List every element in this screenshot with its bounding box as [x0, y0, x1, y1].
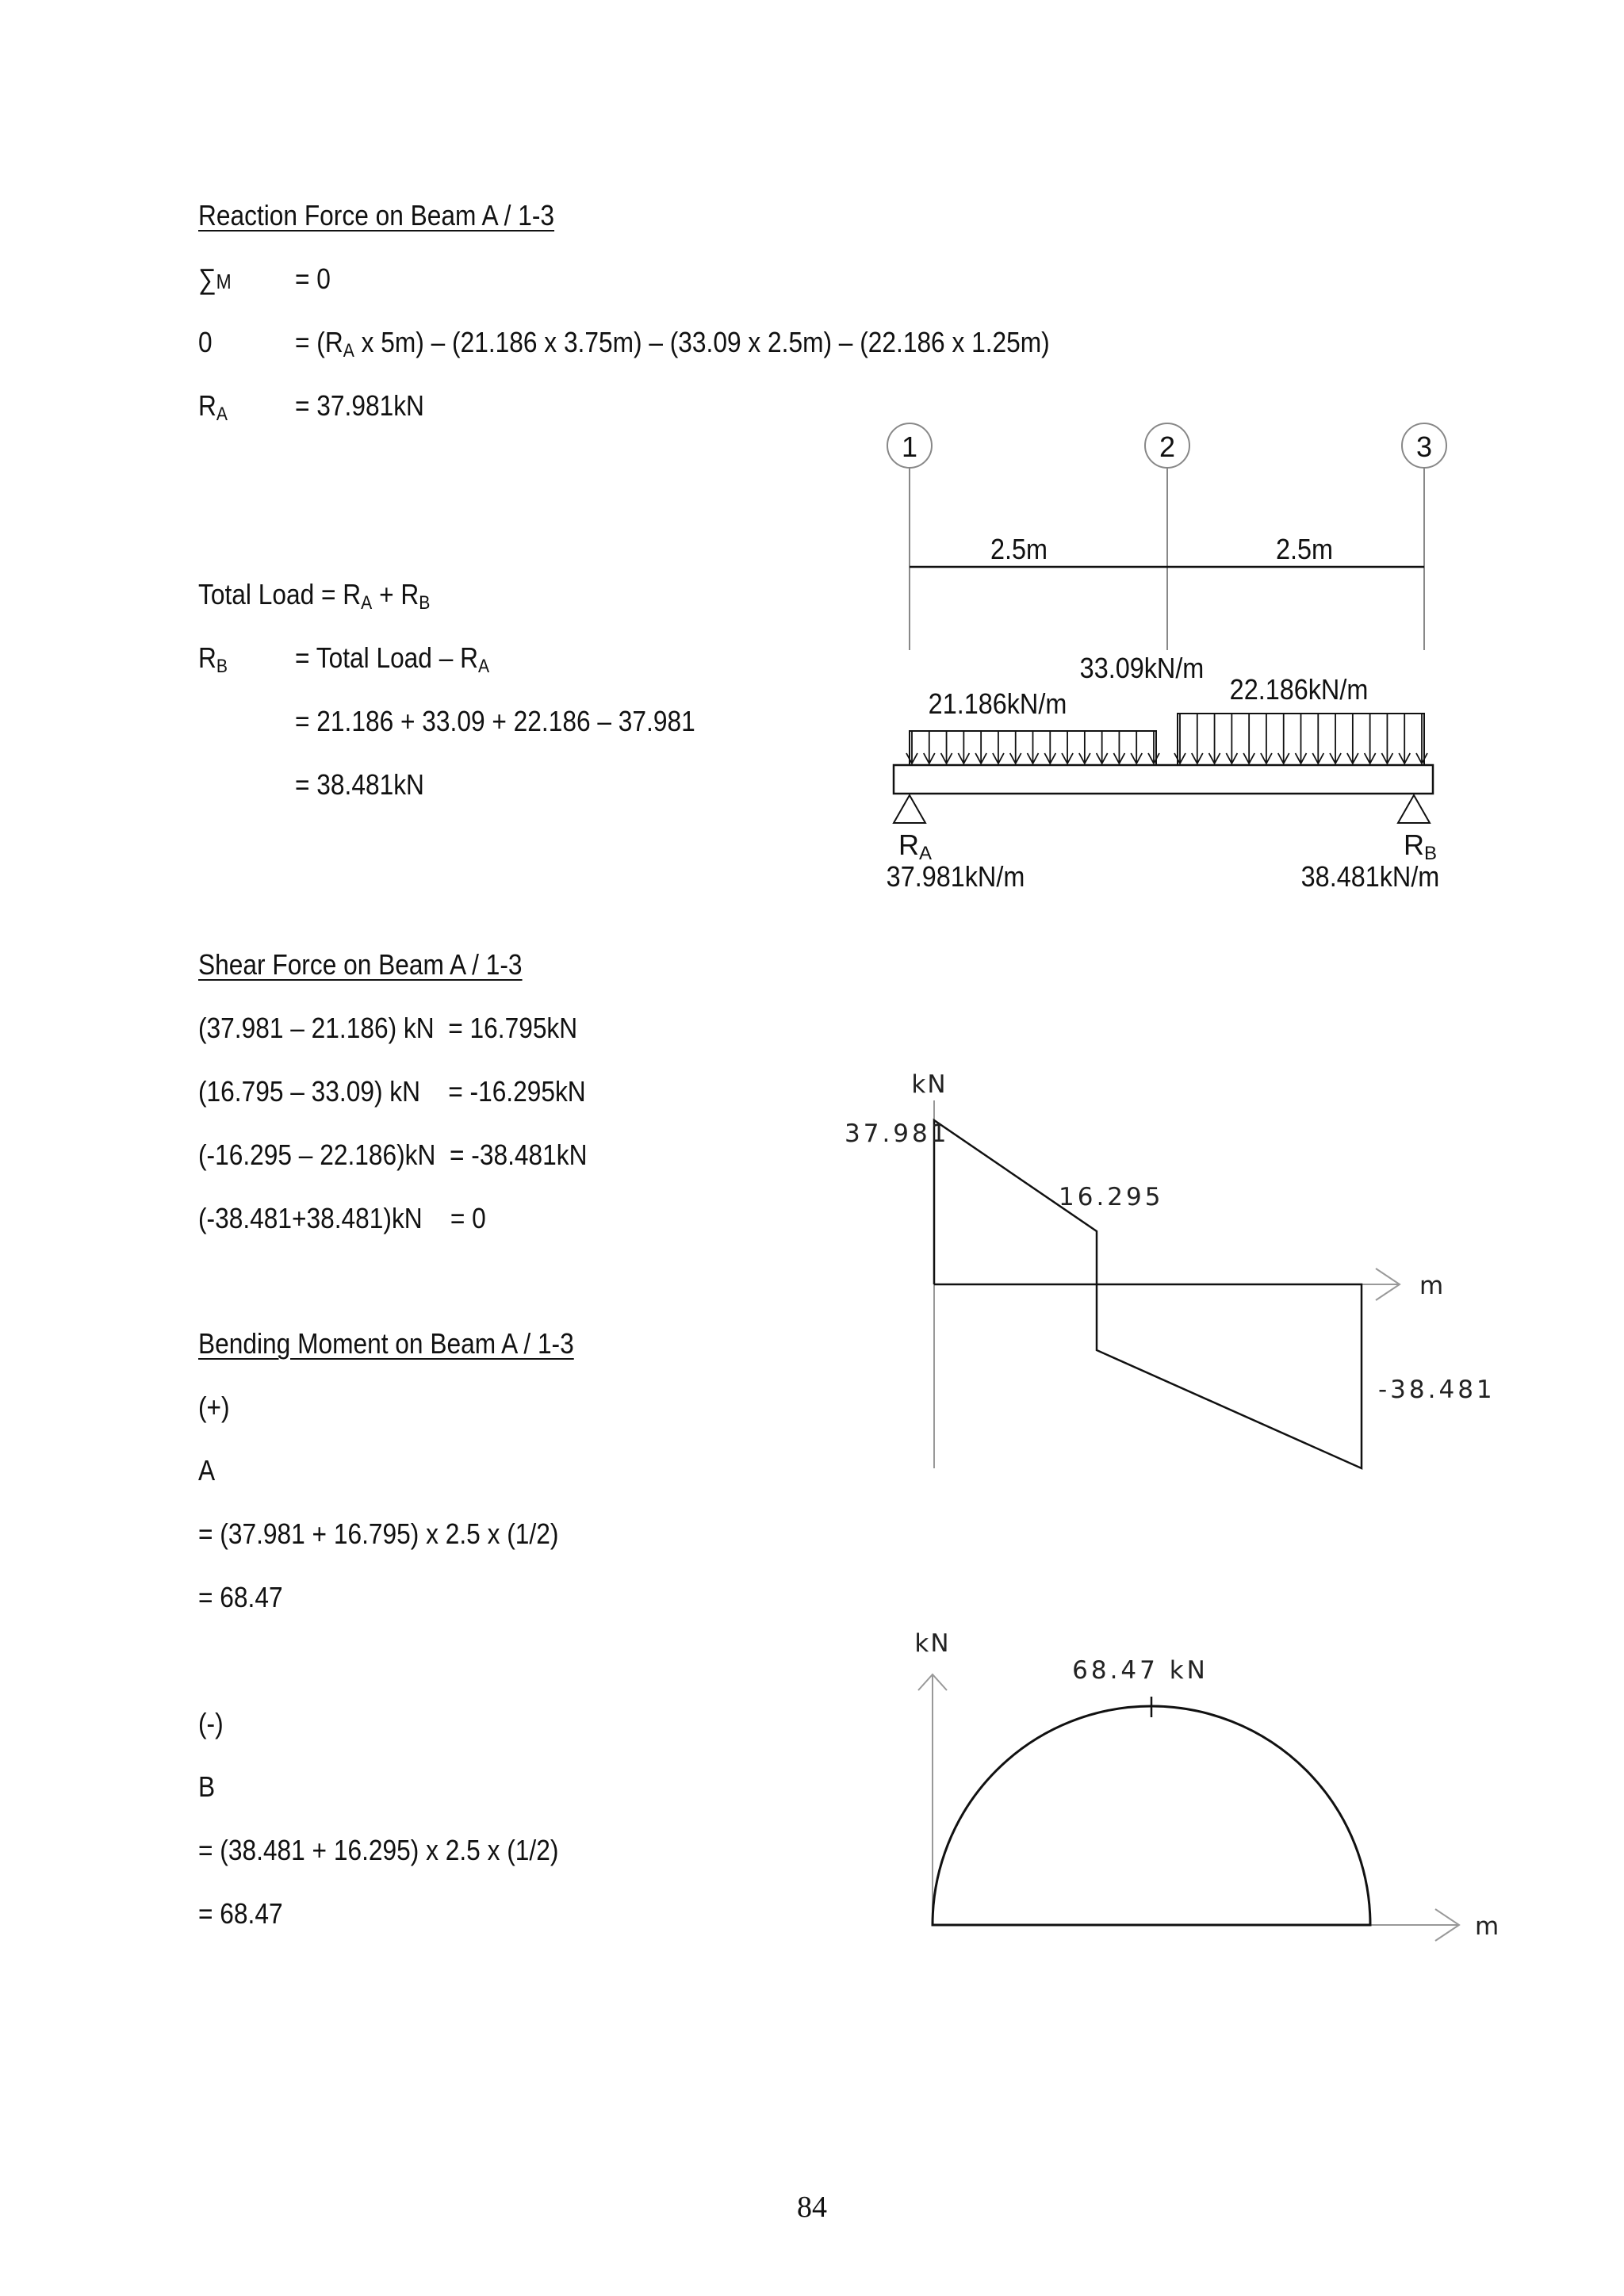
moment-equation: = ($R_A$ x 5m) – (21.186 x 3.75m) – (33.09 x 2.5m) – (22.186 x 1.25m) — [295, 326, 1050, 362]
udl-arrow-head — [1097, 753, 1108, 763]
udl-arrow-head — [1330, 753, 1341, 763]
udl-left-box — [910, 731, 1156, 765]
beam-member — [894, 765, 1433, 794]
grid-label-1: 1 — [901, 430, 918, 463]
udl-arrow-head — [941, 753, 952, 763]
grid-bubble-2 — [1145, 423, 1189, 468]
udl-arrow-head — [975, 753, 986, 763]
moment-neg-name: B — [198, 1770, 216, 1803]
shear-heading: Shear Force on Beam A / 1-3 — [198, 948, 523, 981]
total-load-equation: Total Load = $R_A + R_B$ — [198, 578, 431, 614]
sfd-label-start: 37.981 — [845, 1119, 950, 1148]
sfd-outline — [934, 1120, 1362, 1468]
bmd-x-unit: m — [1475, 1912, 1500, 1941]
support-a-label: RA — [898, 828, 933, 864]
moment-pos-sign: (+) — [198, 1391, 230, 1423]
udl-arrow-head — [993, 753, 1004, 763]
moment-neg-value: = 68.47 — [198, 1897, 283, 1930]
grid-bubble-3 — [1402, 423, 1446, 468]
moment-neg-equation: = (38.481 + 16.295) x 2.5 x (1/2) — [198, 1834, 559, 1866]
grid-label-2: 2 — [1159, 430, 1176, 463]
shear-line-3: (-16.295 – 22.186)kN = -38.481kN — [198, 1138, 588, 1171]
udl-arrow-head — [1312, 753, 1323, 763]
bmd-x-arrow — [1435, 1909, 1459, 1941]
udl-arrow-head — [1261, 753, 1272, 763]
sum-moment-symbol: ∑M — [198, 262, 232, 295]
sfd-label-end: -38.481 — [1378, 1376, 1496, 1404]
udl-arrow-head — [1044, 753, 1055, 763]
udl-arrow-head — [1243, 753, 1254, 763]
shear-line-2: (16.795 – 33.09) kN = -16.295kN — [198, 1075, 586, 1108]
rb-line-3: = 38.481kN — [295, 768, 424, 801]
bmd-y-arrow — [918, 1674, 947, 1690]
udl-arrow-head — [906, 753, 917, 763]
udl-arrow-head — [958, 753, 969, 763]
support-b-label: RB — [1404, 828, 1438, 864]
udl-arrow-head — [1226, 753, 1237, 763]
shear-line-1: (37.981 – 21.186) kN = 16.795kN — [198, 1012, 578, 1044]
udl-arrow-head — [1148, 753, 1159, 763]
udl-arrow-head — [1296, 753, 1307, 763]
load-right-label: 22.186kN/m — [1229, 674, 1369, 706]
reaction-heading: Reaction Force on Beam A / 1-3 — [198, 199, 555, 232]
grid-bubble-1 — [887, 423, 932, 468]
sfd-y-unit: kN — [911, 1070, 948, 1099]
udl-arrow-head — [1347, 753, 1358, 763]
moment-heading: Bending Moment on Beam A / 1-3 — [198, 1327, 574, 1360]
udl-arrow-head — [1381, 753, 1392, 763]
bmd-y-unit: kN — [914, 1629, 951, 1658]
bmd-curve — [933, 1706, 1370, 1925]
rb-line-2: = 21.186 + 33.09 + 22.186 – 37.981 — [295, 705, 695, 737]
ra-label: $R_A$ — [198, 389, 228, 425]
span-2-label: 2.5m — [1275, 534, 1334, 566]
moment-neg-sign: (-) — [198, 1707, 224, 1739]
ra-value: = 37.981kN — [295, 389, 424, 422]
udl-arrow-head — [1079, 753, 1090, 763]
udl-arrow-head — [1131, 753, 1142, 763]
support-b-value: 38.481kN/m — [1300, 861, 1440, 894]
shear-line-4: (-38.481+38.481)kN = 0 — [198, 1202, 486, 1234]
support-b-triangle — [1398, 795, 1430, 823]
udl-arrow-head — [1209, 753, 1220, 763]
udl-arrow-head — [1010, 753, 1021, 763]
udl-arrow-head — [1365, 753, 1376, 763]
span-1-label: 2.5m — [990, 534, 1048, 566]
udl-arrow-head — [1399, 753, 1410, 763]
udl-arrows — [906, 714, 1427, 763]
udl-arrow-head — [1062, 753, 1073, 763]
moment-pos-name: A — [198, 1454, 216, 1487]
support-a-value: 37.981kN/m — [886, 861, 1025, 894]
moment-pos-equation: = (37.981 + 16.795) x 2.5 x (1/2) — [198, 1517, 559, 1550]
udl-arrow-head — [924, 753, 935, 763]
udl-arrow-head — [1416, 753, 1427, 763]
sfd-x-arrow — [1376, 1269, 1400, 1300]
load-left-label: 21.186kN/m — [928, 688, 1067, 721]
page-number: 84 — [797, 2191, 827, 2224]
rb-label: $R_B$ — [198, 641, 228, 677]
rb-line-1: = Total Load – $R_A$ — [295, 641, 490, 677]
udl-arrow-head — [1113, 753, 1124, 763]
bmd-peak-label: 68.47 kN — [1072, 1656, 1208, 1685]
sum-moment-value: = 0 — [295, 262, 331, 295]
sfd-x-unit: m — [1419, 1272, 1444, 1300]
udl-arrow-head — [1028, 753, 1039, 763]
udl-arrow-head — [1192, 753, 1203, 763]
grid-label-3: 3 — [1415, 430, 1433, 463]
moment-pos-value: = 68.47 — [198, 1581, 283, 1613]
sfd-label-mid: 16.295 — [1059, 1183, 1164, 1211]
udl-right-box — [1178, 714, 1424, 765]
support-a-triangle — [894, 795, 925, 823]
udl-arrow-head — [1174, 753, 1185, 763]
moment-eq-left: 0 — [198, 326, 213, 358]
load-mid-label: 33.09kN/m — [1079, 652, 1205, 685]
udl-arrow-head — [1278, 753, 1289, 763]
